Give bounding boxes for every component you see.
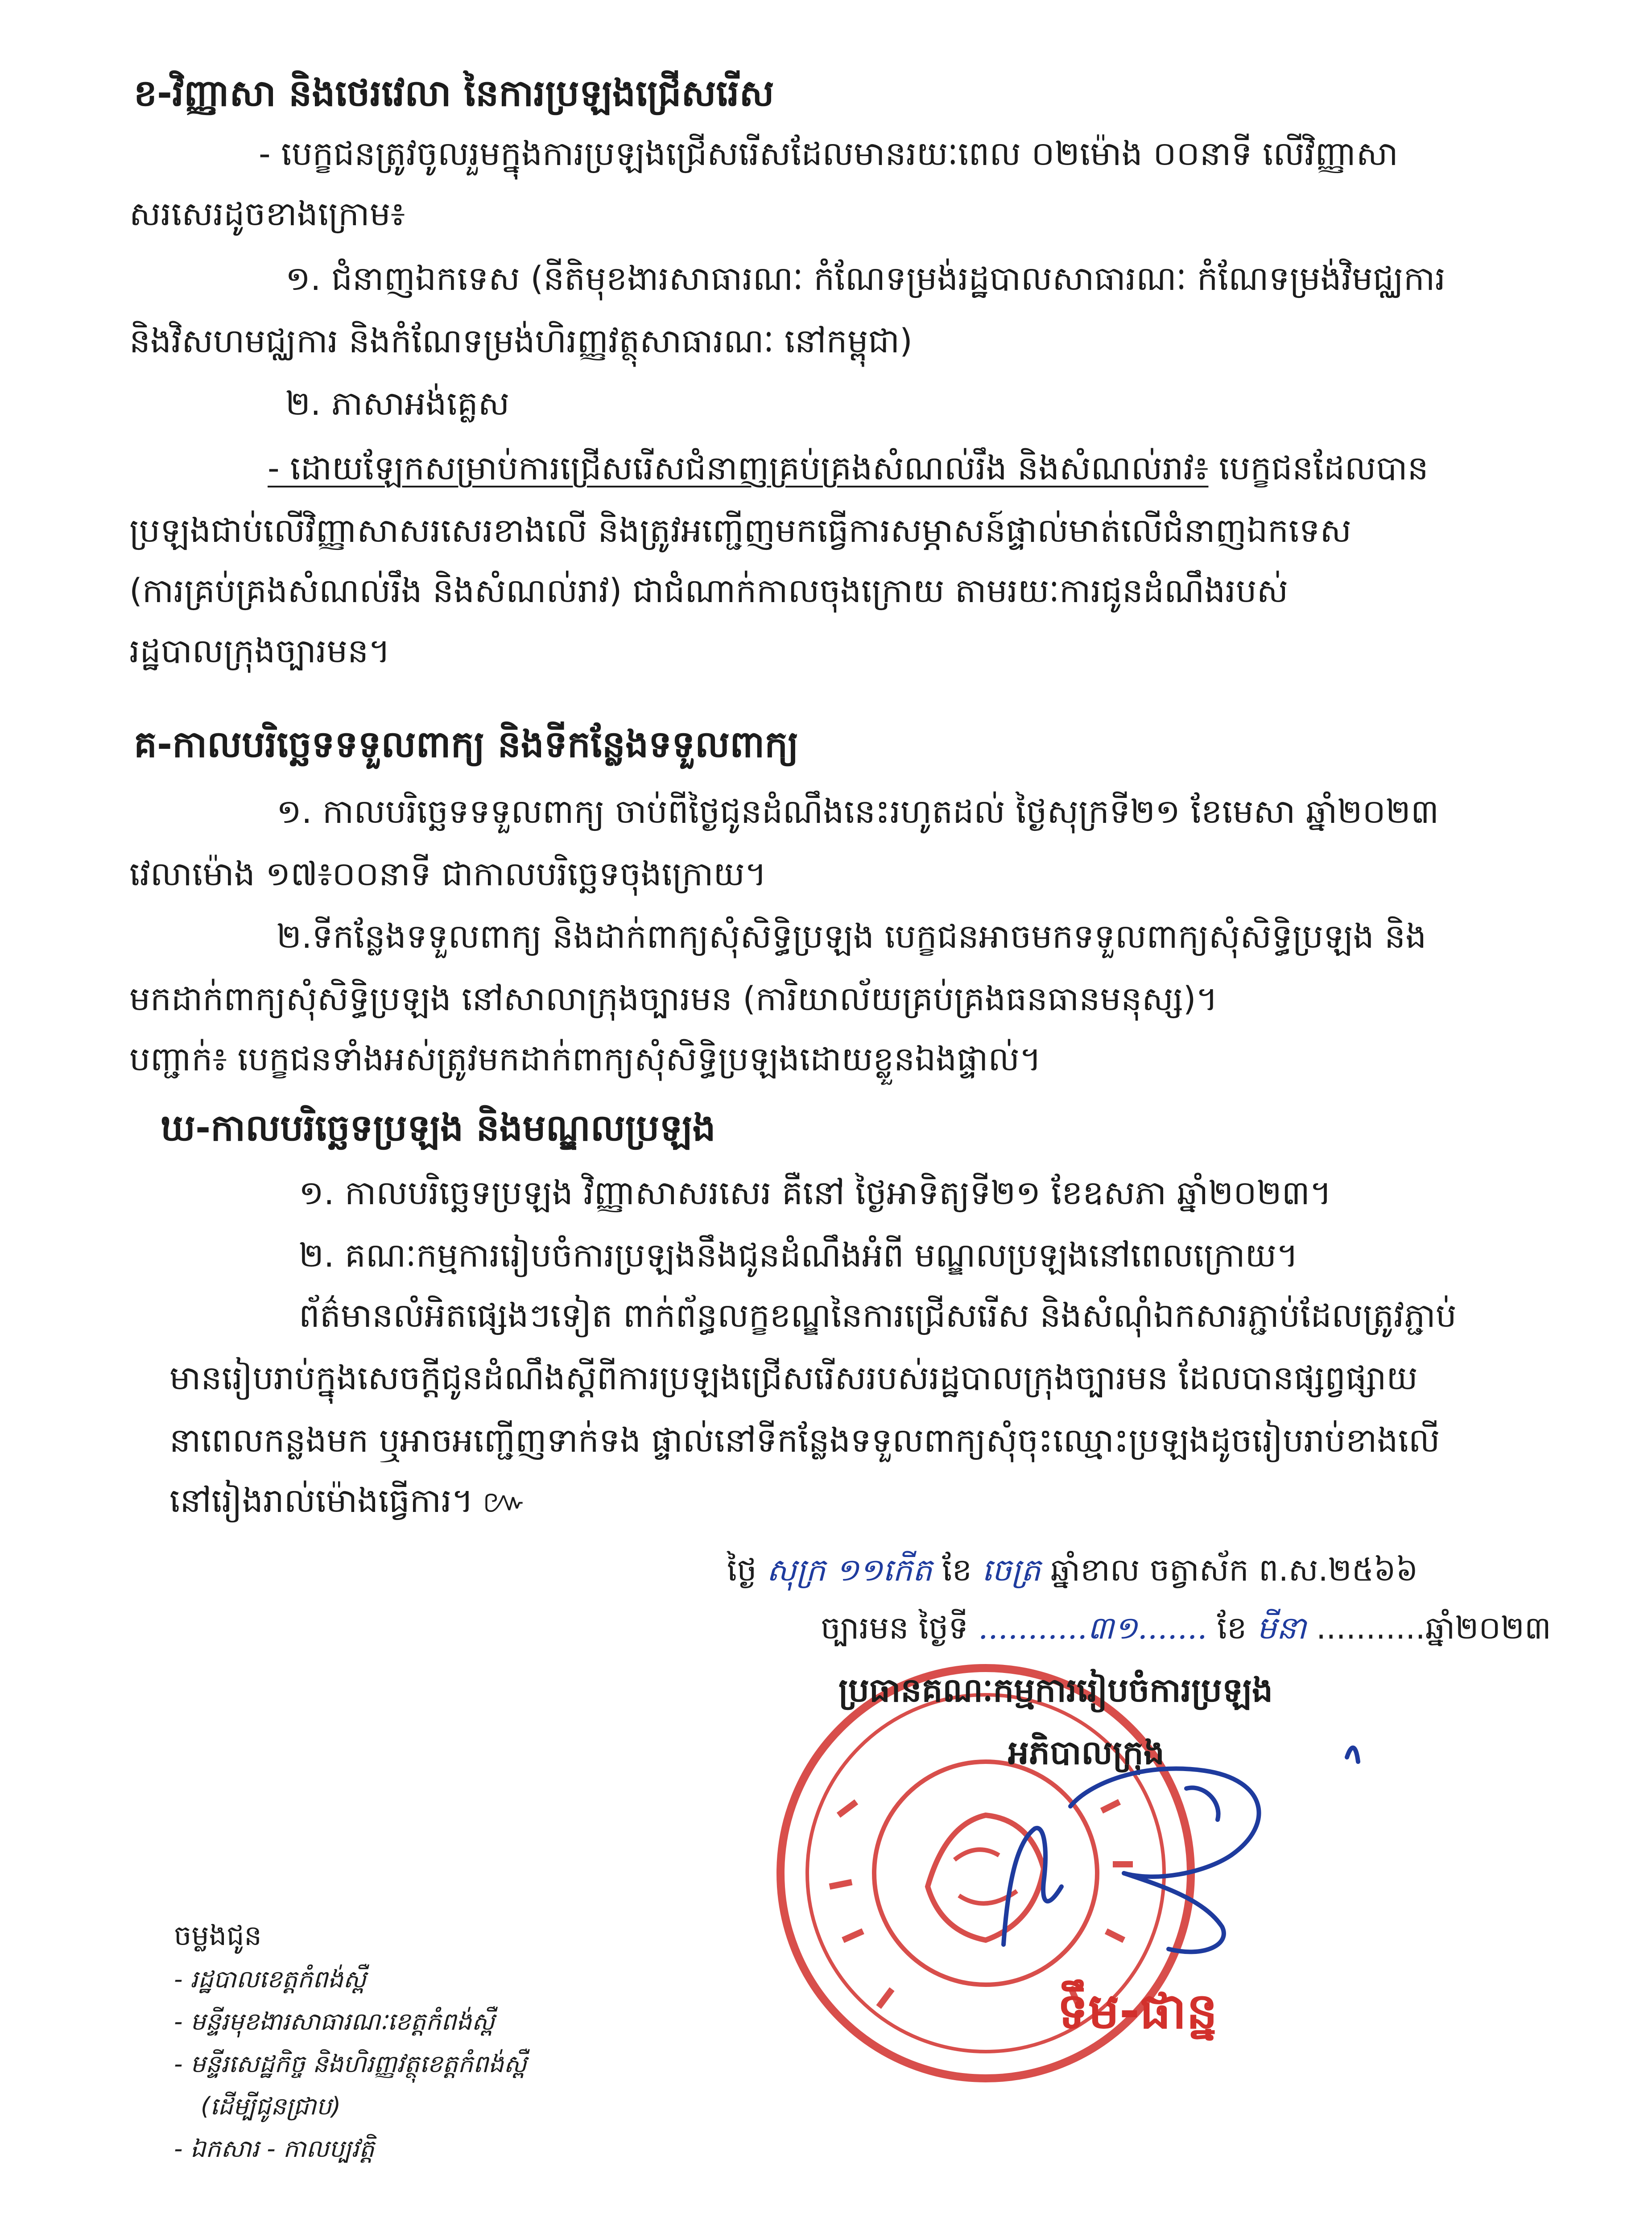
lunar-date-line	[727, 1548, 1418, 1592]
solar-date-line	[821, 1606, 1551, 1650]
section-kha-heading: ខ-វិញ្ញាសា និងថេរវេលា នៃការប្រឡងជ្រើសរើស	[134, 72, 774, 115]
lunar-month-label: ខែ	[942, 1552, 972, 1588]
copy-to-title: ចម្លងជូន	[174, 1919, 262, 1952]
section-kho-item1: ១. កាលបរិច្ឆេទប្រឡង វិញ្ញាសាសរសេរ គឺនៅ ថ្ងៃអាទិត្យទី២១ ខែឧសភា ឆ្នាំ២០២៣។	[299, 1174, 1332, 1212]
copy-to-list	[174, 1913, 527, 2170]
section-kho-item2: ២. គណៈកម្មការរៀបចំការប្រឡងនឹងជូនដំណឹងអំពី មណ្ឌលប្រឡងនៅពេលក្រោយ។	[299, 1236, 1298, 1275]
section-ko-heading: គ-កាលបរិច្ឆេទទទួលពាក្យ និងទីកន្លែងទទួលពាក្យ	[134, 723, 799, 766]
section-ko-note: បញ្ជាក់៖ បេក្ខជនទាំងអស់ត្រូវមកដាក់ពាក្យសុំសិទ្ធិប្រឡងដោយខ្លួនឯងផ្ទាល់។	[129, 1040, 1041, 1078]
handwritten-signature	[954, 1695, 1409, 2007]
copy-to-item-note: (ដើម្បីជូនជ្រាប)	[201, 2092, 341, 2120]
signature-title: ប្រធានគណៈកម្មការរៀបចំការប្រឡង	[838, 1671, 1273, 1710]
section-kha-item1-line1: ១. ជំនាញឯកទេស (នីតិមុខងារសាធារណៈ កំណែទម្រង់រដ្ឋបាលសាធារណៈ កំណែទម្រង់វិមជ្ឈការ	[285, 260, 1446, 298]
section-kha-item1-line2: និងវិសហមជ្ឈការ និងកំណែទម្រង់ហិរញ្ញវត្ថុសាធារណៈ នៅកម្ពុជា)	[129, 322, 913, 360]
section-kho-para-line4-text: នៅរៀងរាល់ម៉ោងធ្វើការ។	[169, 1482, 474, 1520]
section-kha-note-line3: (ការគ្រប់គ្រងសំណល់រឹង និងសំណល់រាវ) ជាជំណាក់កាលចុងក្រោយ តាមរយៈការជូនដំណឹងរបស់	[129, 572, 1289, 610]
section-kha-note-line4: រដ្ឋបាលក្រុងច្បារមន។	[129, 632, 390, 670]
solar-month-label: ខែ	[1217, 1610, 1247, 1646]
section-kha-intro-line1: - បេក្ខជនត្រូវចូលរួមក្នុងការប្រឡងជ្រើសរើសដែលមានរយៈពេល ០២ម៉ោង ០០នាទី លើវិញ្ញាសា	[259, 135, 1398, 173]
section-kha-note-underlined: - ដោយឡែកសម្រាប់ការជ្រើសរើសជំនាញគ្រប់គ្រងសំណល់រឹង និងសំណល់រាវ៖	[268, 449, 1209, 487]
section-kho-para-line1: ព័ត៌មានលំអិតផ្សេងៗទៀត ពាក់ព័ន្ធលក្ខខណ្ឌនៃការជ្រើសរើស និងសំណុំឯកសារភ្ជាប់ដែលត្រូវភ្ជាប់	[299, 1297, 1457, 1335]
copy-to-item: - ឯកសារ - កាលប្បវត្តិ	[174, 2135, 375, 2163]
section-ko-item2-line2: មកដាក់ពាក្យសុំសិទ្ធិប្រឡង នៅសាលាក្រុងច្បារមន (ការិយាល័យគ្រប់គ្រងធនធានមនុស្ស)។	[129, 980, 1218, 1018]
section-kha-note-line2: ប្រឡងជាប់លើវិញ្ញាសាសរសេរខាងលើ និងត្រូវអញ្ជើញមកធ្វើការសម្ភាសន៍ផ្ទាល់មាត់លើជំនាញឯកទេស	[129, 512, 1351, 550]
section-ko-item2-line1: ២.ទីកន្លែងទទួលពាក្យ និងដាក់ពាក្យសុំសិទ្ធិប្រឡង បេក្ខជនអាចមកទទួលពាក្យសុំសិទ្ធិប្រឡង និង	[277, 917, 1427, 956]
section-kha-intro-line2: សរសេរដូចខាងក្រោម៖	[129, 195, 405, 233]
copy-to-item: - រដ្ឋបាលខេត្តកំពង់ស្ពឺ	[174, 1965, 366, 1993]
section-kha-note-line1	[268, 446, 1429, 491]
solar-year: ...........ឆ្នាំ២០២៣	[1316, 1610, 1551, 1646]
copy-to-item: - មន្ទីរសេដ្ឋកិច្ច និងហិរញ្ញវត្ថុខេត្តកំពង់ស្ពឺ	[174, 2050, 527, 2078]
end-mark: ៚	[482, 1483, 527, 1520]
section-kho-para-line3: នាពេលកន្លងមក ឬអាចអញ្ជើញទាក់ទង ផ្ទាល់នៅទីកន្លែងទទួលពាក្យសុំចុះឈ្មោះប្រឡងដូចរៀបរាប់ខាងលើ	[169, 1421, 1440, 1460]
section-kha-item2: ២. ភាសាអង់គ្លេស	[285, 384, 510, 423]
lunar-date-prefix: ថ្ងៃ	[727, 1552, 757, 1588]
section-ko-item1-line2: វេលាម៉ោង ១៧៖០០នាទី ជាកាលបរិច្ឆេទចុងក្រោយ។	[129, 855, 767, 893]
lunar-date-handwritten: សុក្រ ១១កើត	[766, 1552, 933, 1588]
section-kho-heading: ឃ-កាលបរិច្ឆេទប្រឡង និងមណ្ឌលប្រឡង	[161, 1107, 716, 1149]
signature-role: អភិបាលក្រុង	[1008, 1734, 1165, 1772]
lunar-date-suffix: ឆ្នាំខាល ចត្វាស័ក ព.ស.២៥៦៦	[1050, 1552, 1418, 1588]
section-kha-note-rest: បេក្ខជនដែលបាន	[1208, 449, 1429, 487]
signer-name: ទឹម-ផាន្ន	[1057, 1982, 1218, 2040]
lunar-month-handwritten: ចេត្រ	[982, 1552, 1041, 1588]
section-kho-para-line4	[169, 1478, 527, 1524]
solar-month-handwritten: មីនា	[1256, 1610, 1306, 1646]
section-ko-item1-line1: ១. កាលបរិច្ឆេទទទួលពាក្យ ចាប់ពីថ្ងៃជូនដំណឹងនេះរហូតដល់ ថ្ងៃសុក្រទី២១ ខែមេសា ឆ្នាំ២០២៣	[277, 793, 1439, 831]
solar-day-handwritten: ...........៣១.......	[978, 1610, 1207, 1646]
copy-to-item: - មន្ទីរមុខងារសាធារណៈខេត្តកំពង់ស្ពឺ	[174, 2007, 495, 2036]
solar-date-prefix: ច្បារមន ថ្ងៃទី	[821, 1610, 968, 1646]
section-kho-para-line2: មានរៀបរាប់ក្នុងសេចក្តីជូនដំណឹងស្តីពីការប្រឡងជ្រើសរើសរបស់រដ្ឋបាលក្រុងច្បារមន ដែលបានផ្សព្វផ្សាយ	[169, 1359, 1418, 1397]
